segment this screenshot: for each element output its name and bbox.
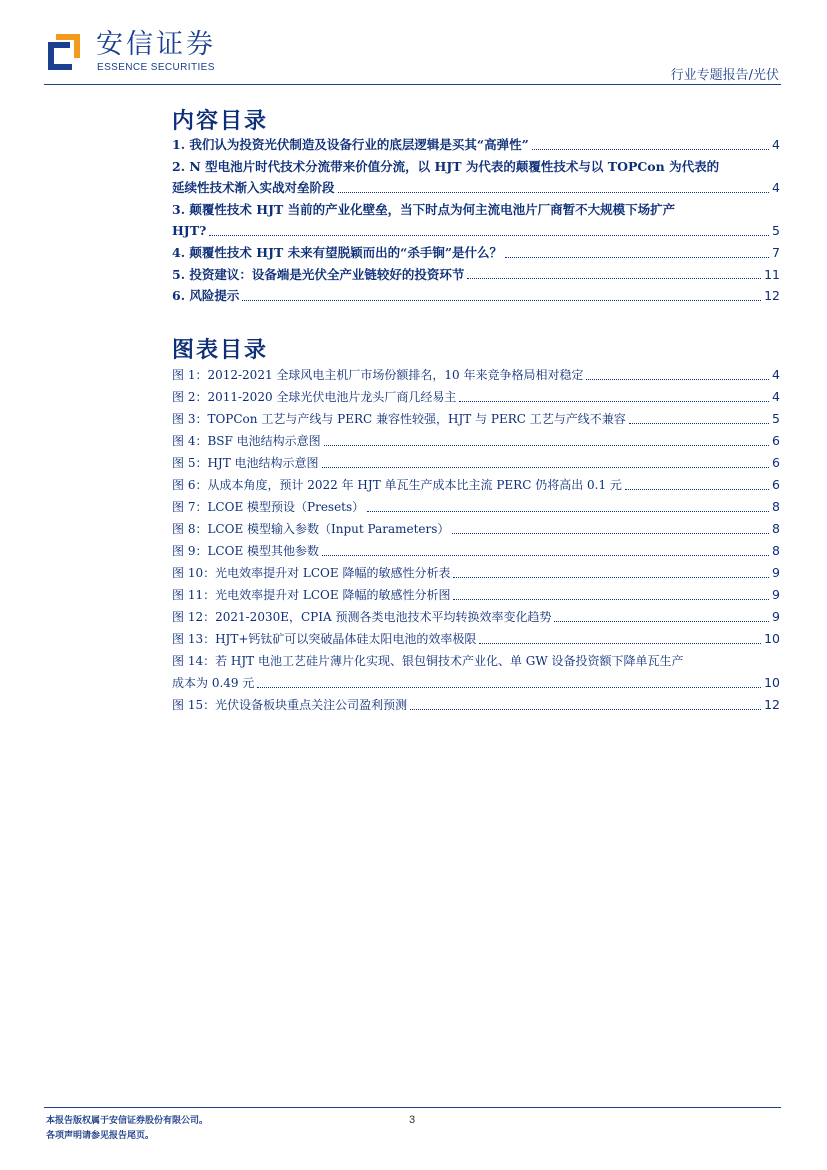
figure-item-text: 图 1：2012-2021 全球风电主机厂市场份额排名，10 年来竞争格局相对稳定 — [172, 368, 584, 382]
essence-logo-icon — [44, 30, 84, 70]
leader-dots — [629, 423, 769, 424]
toc-item-text: 延续性技术渐入实战对垒阶段 — [172, 180, 335, 196]
brand-name-cn: 安信证券 — [96, 29, 216, 60]
toc-item-text: 6. 风险提示 — [172, 288, 240, 304]
figure-item[interactable] — [172, 452, 780, 474]
figure-item[interactable] — [172, 408, 780, 430]
figure-item-page: 9 — [772, 609, 780, 624]
figure-item-text: 图 6：从成本角度，预计 2022 年 HJT 单瓦生产成本比主流 PERC 仍将高出 0.1 元 — [172, 478, 622, 492]
leader-dots — [586, 379, 769, 380]
report-category: 行业专题报告/光伏 — [670, 68, 779, 83]
figure-item-page: 9 — [772, 587, 780, 602]
leader-dots — [459, 401, 769, 402]
leader-dots — [242, 300, 761, 301]
toc-item-text-line1: 3. 颠覆性技术 HJT 当前的产业化壁垒，当下时点为何主流电池片厂商暂不大规模下场扩产 — [172, 201, 676, 217]
page-number: 3 — [409, 1114, 416, 1126]
figure-item[interactable] — [172, 606, 780, 628]
figure-item-text: 图 8：LCOE 模型输入参数（Input Parameters） — [172, 522, 450, 536]
toc-item[interactable] — [172, 242, 780, 264]
toc-item[interactable] — [172, 285, 780, 307]
figure-item[interactable] — [172, 518, 780, 540]
figure-item-text: 图 3：TOPCon 工艺与产线与 PERC 兼容性较强，HJT 与 PERC 工艺与产线不兼容 — [172, 412, 626, 426]
figure-item-text-line1: 图 14：若 HJT 电池工艺硅片薄片化实现、银包铜技术产业化、单 GW 设备投资额下降单瓦生产 — [172, 654, 684, 668]
leader-dots — [322, 555, 769, 556]
figure-item-text: 图 10：光电效率提升对 LCOE 降幅的敏感性分析表 — [172, 566, 451, 580]
toc-list — [172, 134, 780, 307]
toc-item-text: 5. 投资建议：设备端是光伏全产业链较好的投资环节 — [172, 266, 465, 282]
figure-item[interactable] — [172, 364, 780, 386]
leader-dots — [479, 643, 761, 644]
toc-title: 内容目录 — [172, 109, 269, 134]
figure-item-page: 4 — [772, 389, 780, 404]
leader-dots — [625, 489, 769, 490]
figure-item-page: 9 — [772, 565, 780, 580]
leader-dots — [453, 577, 769, 578]
figure-item-page: 10 — [764, 631, 780, 646]
figure-item[interactable] — [172, 386, 780, 408]
figure-item-text: 图 13：HJT+钙钛矿可以突破晶体硅太阳电池的效率极限 — [172, 632, 477, 646]
toc-item-page: 4 — [772, 137, 780, 152]
figure-item-page: 8 — [772, 543, 780, 558]
figure-item-page: 5 — [772, 411, 780, 426]
figure-item-text: 图 2：2011-2020 全球光伏电池片龙头厂商几经易主 — [172, 390, 457, 404]
figure-item-page: 8 — [772, 521, 780, 536]
toc-item-text: 4. 颠覆性技术 HJT 未来有望脱颖而出的“杀手锏”是什么？ — [172, 244, 503, 260]
toc-item[interactable] — [172, 156, 780, 199]
figures-list — [172, 364, 780, 716]
figure-item[interactable] — [172, 562, 780, 584]
figure-item[interactable] — [172, 628, 780, 650]
figure-item-text: 图 15：光伏设备板块重点关注公司盈利预测 — [172, 698, 408, 712]
figure-item[interactable] — [172, 540, 780, 562]
toc-item[interactable] — [172, 134, 780, 156]
header-divider — [44, 84, 781, 85]
leader-dots — [467, 278, 761, 279]
figure-item-text: 图 12：2021-2030E，CPIA 预测各类电池技术平均转换效率变化趋势 — [172, 610, 552, 624]
figure-item[interactable] — [172, 496, 780, 518]
figure-item[interactable] — [172, 650, 780, 694]
toc-item-page: 7 — [772, 244, 780, 260]
figure-item-text: 图 9：LCOE 模型其他参数 — [172, 544, 320, 558]
figure-item-text: 图 5：HJT 电池结构示意图 — [172, 456, 319, 470]
copyright-notice — [46, 1114, 208, 1144]
leader-dots — [209, 235, 769, 236]
figure-item-page: 6 — [772, 477, 780, 492]
figure-item[interactable] — [172, 474, 780, 496]
toc-item-page: 12 — [764, 288, 780, 304]
figure-item-page: 8 — [772, 499, 780, 514]
figure-item-page: 4 — [772, 367, 780, 382]
copyright-line: 本报告版权属于安信证券股份有限公司。 — [46, 1116, 209, 1126]
disclaimer-line: 各项声明请参见报告尾页。 — [46, 1131, 155, 1141]
figure-item-text: 成本为 0.49 元 — [172, 676, 255, 690]
leader-dots — [338, 192, 770, 193]
leader-dots — [554, 621, 769, 622]
figures-title: 图表目录 — [172, 338, 269, 363]
leader-dots — [324, 445, 769, 446]
figure-item[interactable] — [172, 584, 780, 606]
figure-item[interactable] — [172, 430, 780, 452]
toc-item[interactable] — [172, 199, 780, 242]
footer-divider — [44, 1107, 781, 1108]
leader-dots — [367, 511, 769, 512]
figure-item-page: 6 — [772, 433, 780, 448]
toc-item-page: 5 — [772, 223, 780, 239]
leader-dots — [453, 599, 769, 600]
figure-item-text: 图 7：LCOE 模型预设（Presets） — [172, 500, 365, 514]
page-header — [0, 0, 827, 90]
figure-item-text: 图 11：光电效率提升对 LCOE 降幅的敏感性分析图 — [172, 588, 451, 602]
leader-dots — [322, 467, 770, 468]
figure-item-page: 12 — [764, 697, 780, 712]
leader-dots — [410, 709, 761, 710]
toc-item-page: 11 — [764, 266, 780, 282]
toc-item-page: 4 — [772, 180, 780, 196]
figure-item-text: 图 4：BSF 电池结构示意图 — [172, 434, 321, 448]
leader-dots — [452, 533, 769, 534]
toc-item[interactable] — [172, 264, 780, 286]
toc-item-text-line1: 2. N 型电池片时代技术分流带来价值分流，以 HJT 为代表的颠覆性技术与以 TOPCon 为代表的 — [172, 158, 720, 174]
toc-item-text: HJT? — [172, 223, 207, 239]
figure-item-page: 6 — [772, 455, 780, 470]
brand-name-en: ESSENCE SECURITIES — [97, 62, 215, 73]
toc-item-text: 1. 我们认为投资光伏制造及设备行业的底层逻辑是买其“高弹性” — [172, 137, 529, 152]
leader-dots — [257, 687, 761, 688]
figure-item-page: 10 — [764, 675, 780, 690]
leader-dots — [532, 149, 769, 150]
figure-item[interactable] — [172, 694, 780, 716]
leader-dots — [505, 257, 769, 258]
